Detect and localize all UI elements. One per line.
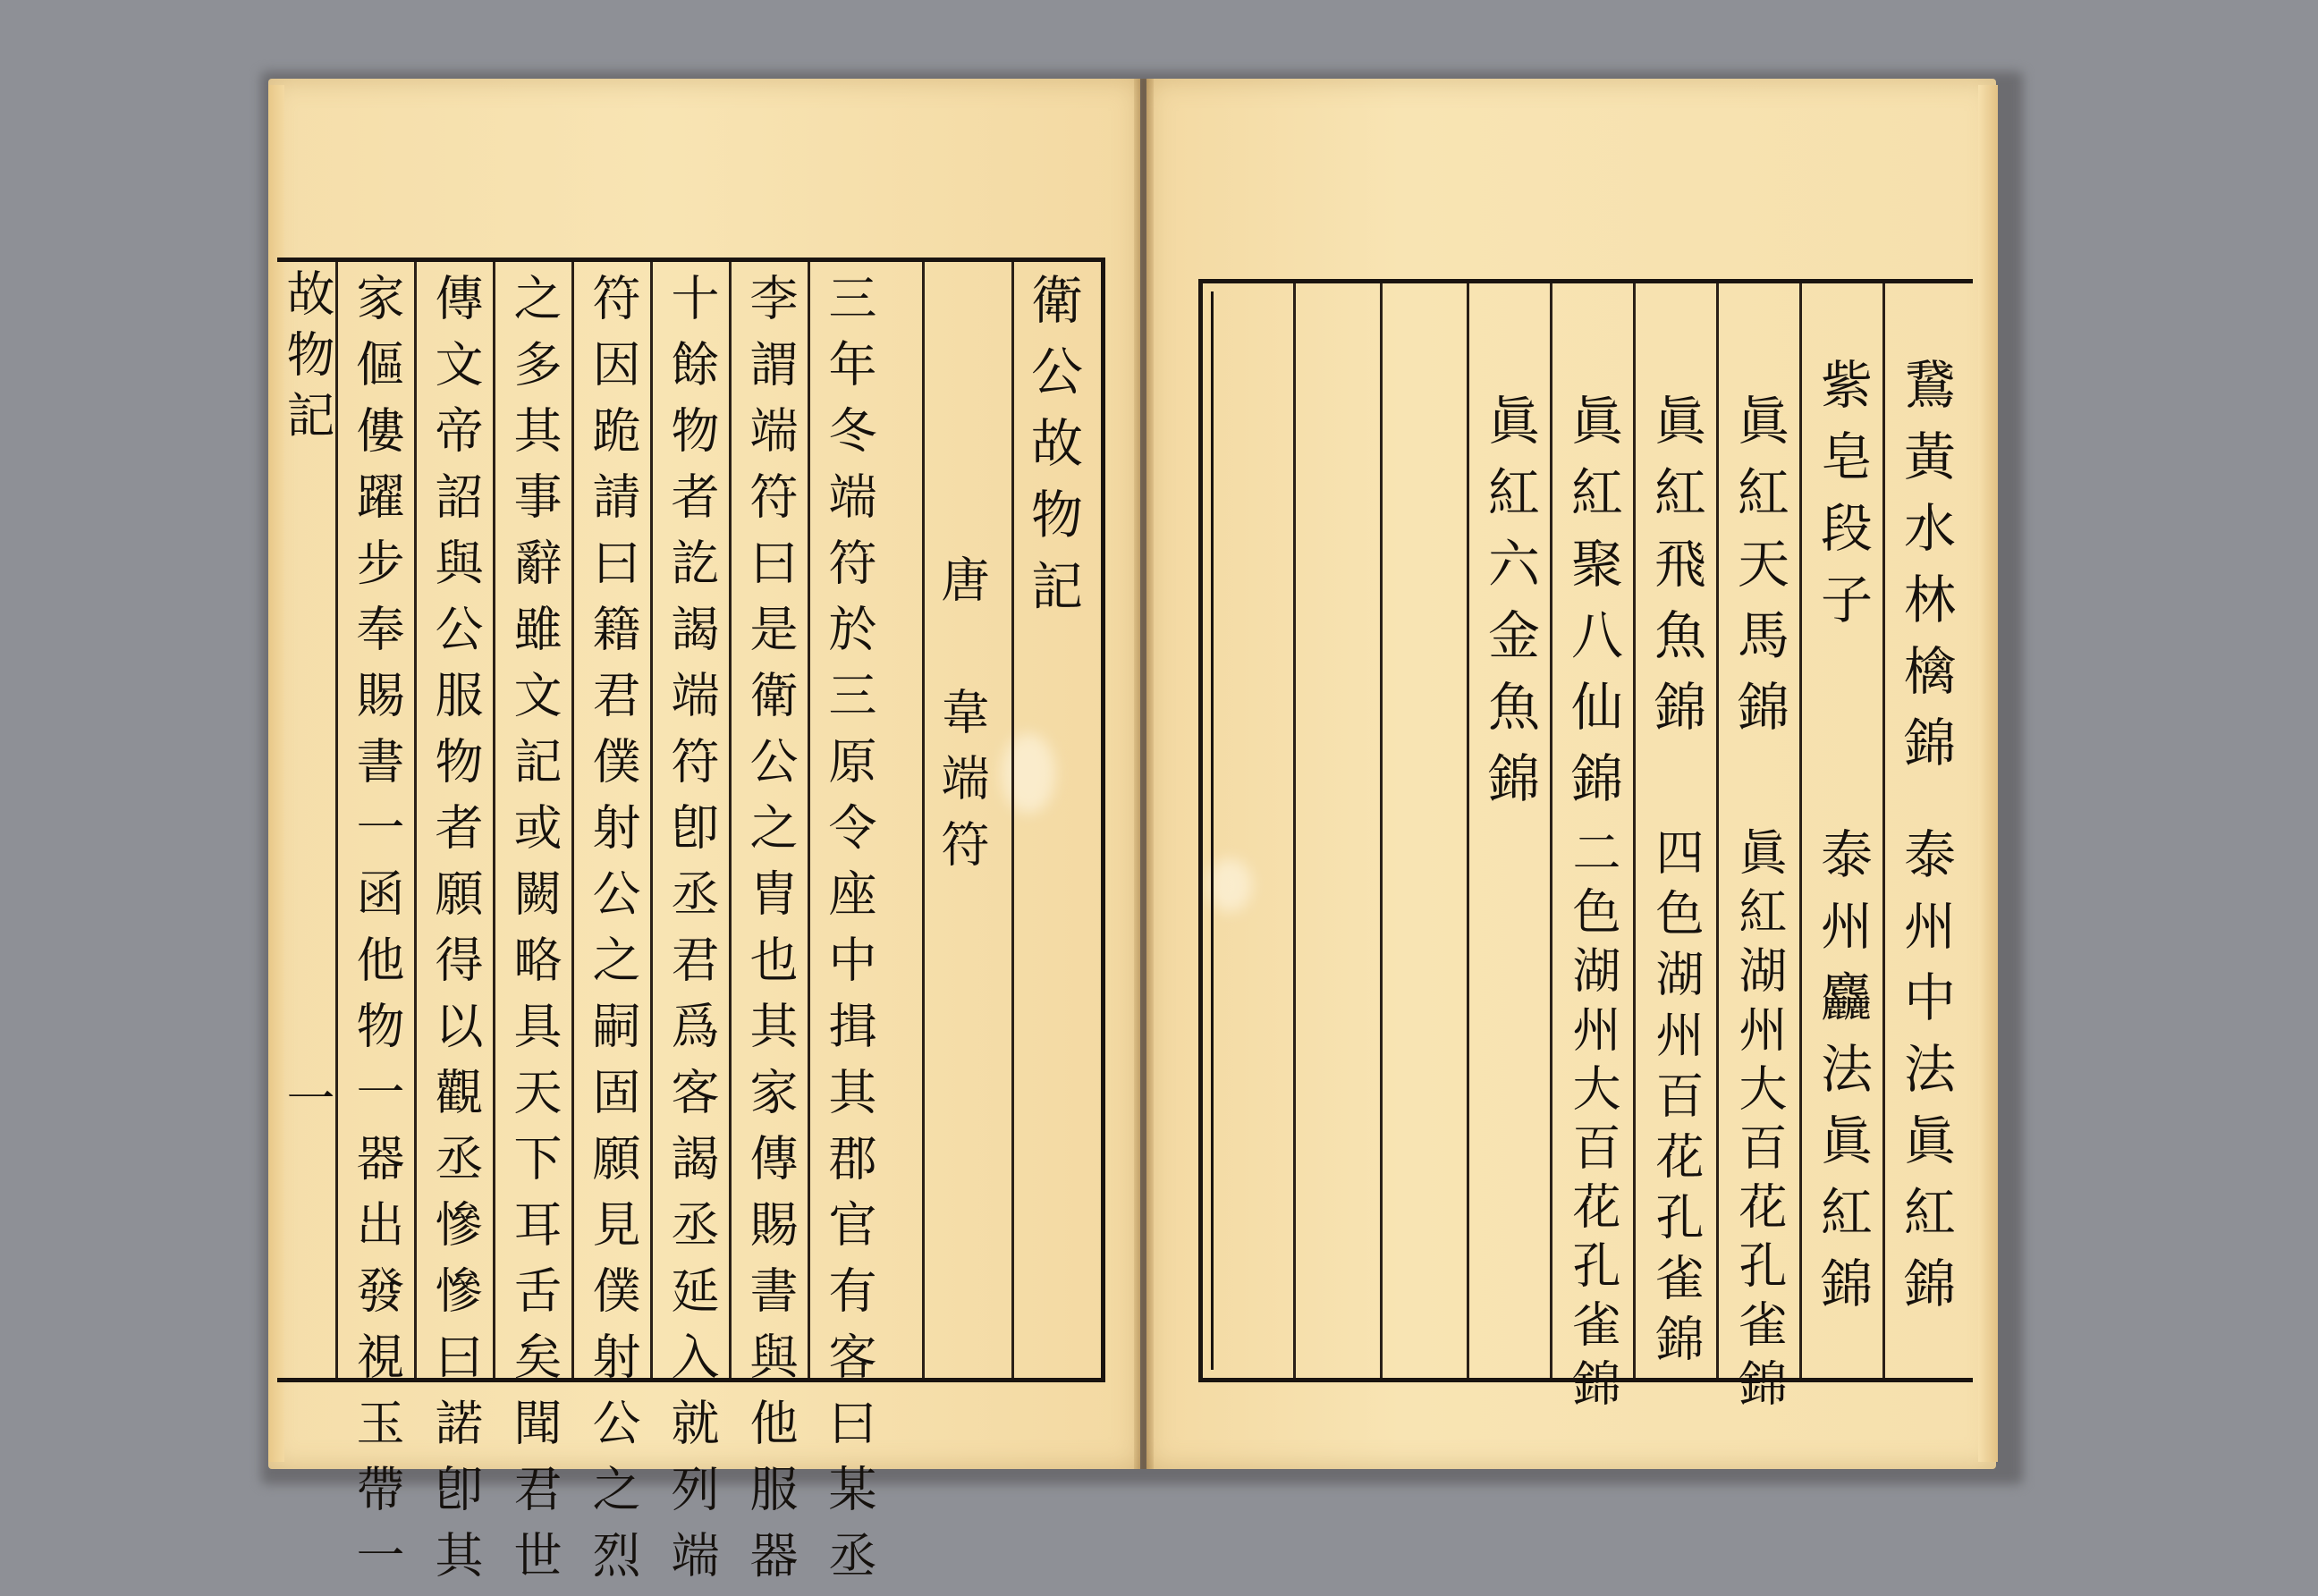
- column-rule: [1380, 283, 1383, 1378]
- inner-frame-line: [1211, 291, 1214, 1370]
- text-column: 李謂端符曰是衛公之胄也其家傳賜書與他服器: [742, 273, 799, 1596]
- column-rule: [1550, 283, 1552, 1378]
- right-page-edge: [1978, 85, 1998, 1462]
- item-name: 紫皂段子: [1812, 358, 1873, 644]
- column-rule: [729, 262, 732, 1378]
- item-name: 泰州麤法眞紅錦: [1812, 827, 1873, 1328]
- text-column: 三年冬端符於三原令座中揖其郡官有客曰某丞: [821, 273, 877, 1596]
- text-title: 衛公故物記: [1022, 273, 1083, 630]
- item-name: 四色湖州百花孔雀錦: [1648, 827, 1705, 1374]
- item-name: 眞紅天馬錦: [1729, 393, 1789, 751]
- item-name: 二色湖州大百花孔雀錦: [1565, 827, 1621, 1417]
- column-rule: [1799, 283, 1802, 1378]
- item-name: 眞紅聚八仙錦: [1562, 393, 1623, 823]
- column-rule: [1467, 283, 1469, 1378]
- column-rule: [493, 262, 495, 1378]
- item-name: 眞紅湖州大百花孔雀錦: [1731, 827, 1788, 1417]
- page-number: 一: [279, 1073, 335, 1134]
- column-rule: [1716, 283, 1719, 1378]
- text-column: 十餘物者訖謁端符卽丞君爲客謁丞延入就列端: [664, 273, 720, 1596]
- column-rule: [1633, 283, 1636, 1378]
- column-rule: [1882, 283, 1885, 1378]
- column-rule: [808, 262, 810, 1378]
- column-rule: [571, 262, 574, 1378]
- item-name: 鵞黃水林檎錦: [1895, 358, 1956, 787]
- item-name: 眞紅六金魚錦: [1479, 393, 1540, 823]
- text-column: 之多其事辭雖文記或闕略具天下耳舌矣聞君世: [506, 273, 563, 1596]
- column-rule: [650, 262, 653, 1378]
- text-column: 傳文帝詔與公服物者願得以觀丞慘慘曰諾卽其: [427, 273, 484, 1596]
- column-rule: [1011, 262, 1014, 1378]
- book-gutter: [1134, 79, 1154, 1469]
- text-column: 符因跪請曰籍君僕射公之嗣固願見僕射公之烈: [585, 273, 641, 1596]
- column-rule: [414, 262, 417, 1378]
- text-column: 家傴僂躍步奉賜書一函他物一器出發視玉帶一: [349, 273, 405, 1596]
- column-rule: [1293, 283, 1296, 1378]
- column-rule: [922, 262, 925, 1378]
- center-title: 故物記: [279, 268, 335, 451]
- column-rule: [335, 262, 338, 1378]
- item-name: 泰州中法眞紅錦: [1895, 827, 1956, 1328]
- text-author: 唐 韋端符: [934, 554, 990, 885]
- item-name: 眞紅飛魚錦: [1645, 393, 1706, 751]
